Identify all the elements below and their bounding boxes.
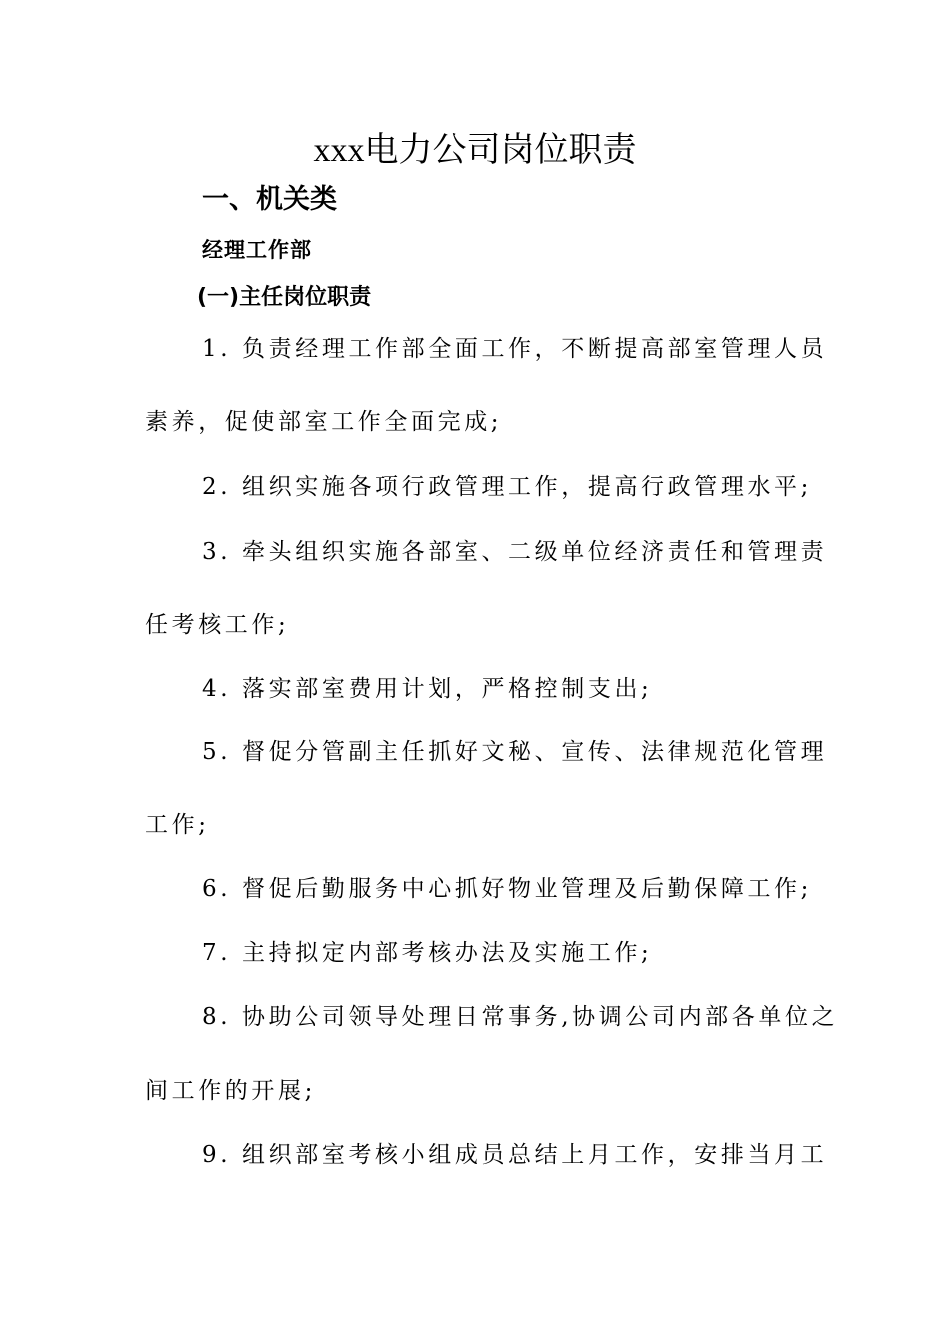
- duty-item-4: 4. 落实部室费用计划，严格控制支出;: [202, 676, 653, 702]
- duty-item-5-line-1: 5. 督促分管副主任抓好文秘、宣传、法律规范化管理: [202, 739, 828, 765]
- duty-item-9-line-1: 9. 组织部室考核小组成员总结上月工作，安排当月工: [202, 1142, 828, 1168]
- duty-item-7: 7. 主持拟定内部考核办法及实施工作;: [202, 940, 653, 966]
- department-heading: 经理工作部: [202, 238, 312, 262]
- section-heading: 一、机关类: [202, 184, 337, 215]
- duty-item-6: 6. 督促后勤服务中心抓好物业管理及后勤保障工作;: [202, 876, 813, 902]
- duty-item-1-line-2: 素养，促使部室工作全面完成;: [145, 409, 503, 435]
- duty-item-8-line-2: 间工作的开展;: [145, 1078, 316, 1104]
- duty-item-1-line-1: 1. 负责经理工作部全面工作，不断提高部室管理人员: [202, 336, 828, 362]
- duty-item-5-line-2: 工作;: [145, 812, 210, 838]
- duty-item-3-line-2: 任考核工作;: [145, 612, 290, 638]
- document-title-main: 电力公司岗位职责: [364, 130, 637, 170]
- subsection-heading: (一)主任岗位职责: [197, 285, 372, 310]
- duty-item-8-line-1: 8. 协助公司领导处理日常事务,协调公司内部各单位之: [202, 1004, 839, 1030]
- duty-item-3-line-1: 3. 牵头组织实施各部室、二级单位经济责任和管理责: [202, 539, 828, 565]
- duty-item-2: 2. 组织实施各项行政管理工作，提高行政管理水平;: [202, 474, 813, 500]
- document-title-prefix: xxx: [313, 132, 365, 169]
- document-title: [0, 126, 950, 175]
